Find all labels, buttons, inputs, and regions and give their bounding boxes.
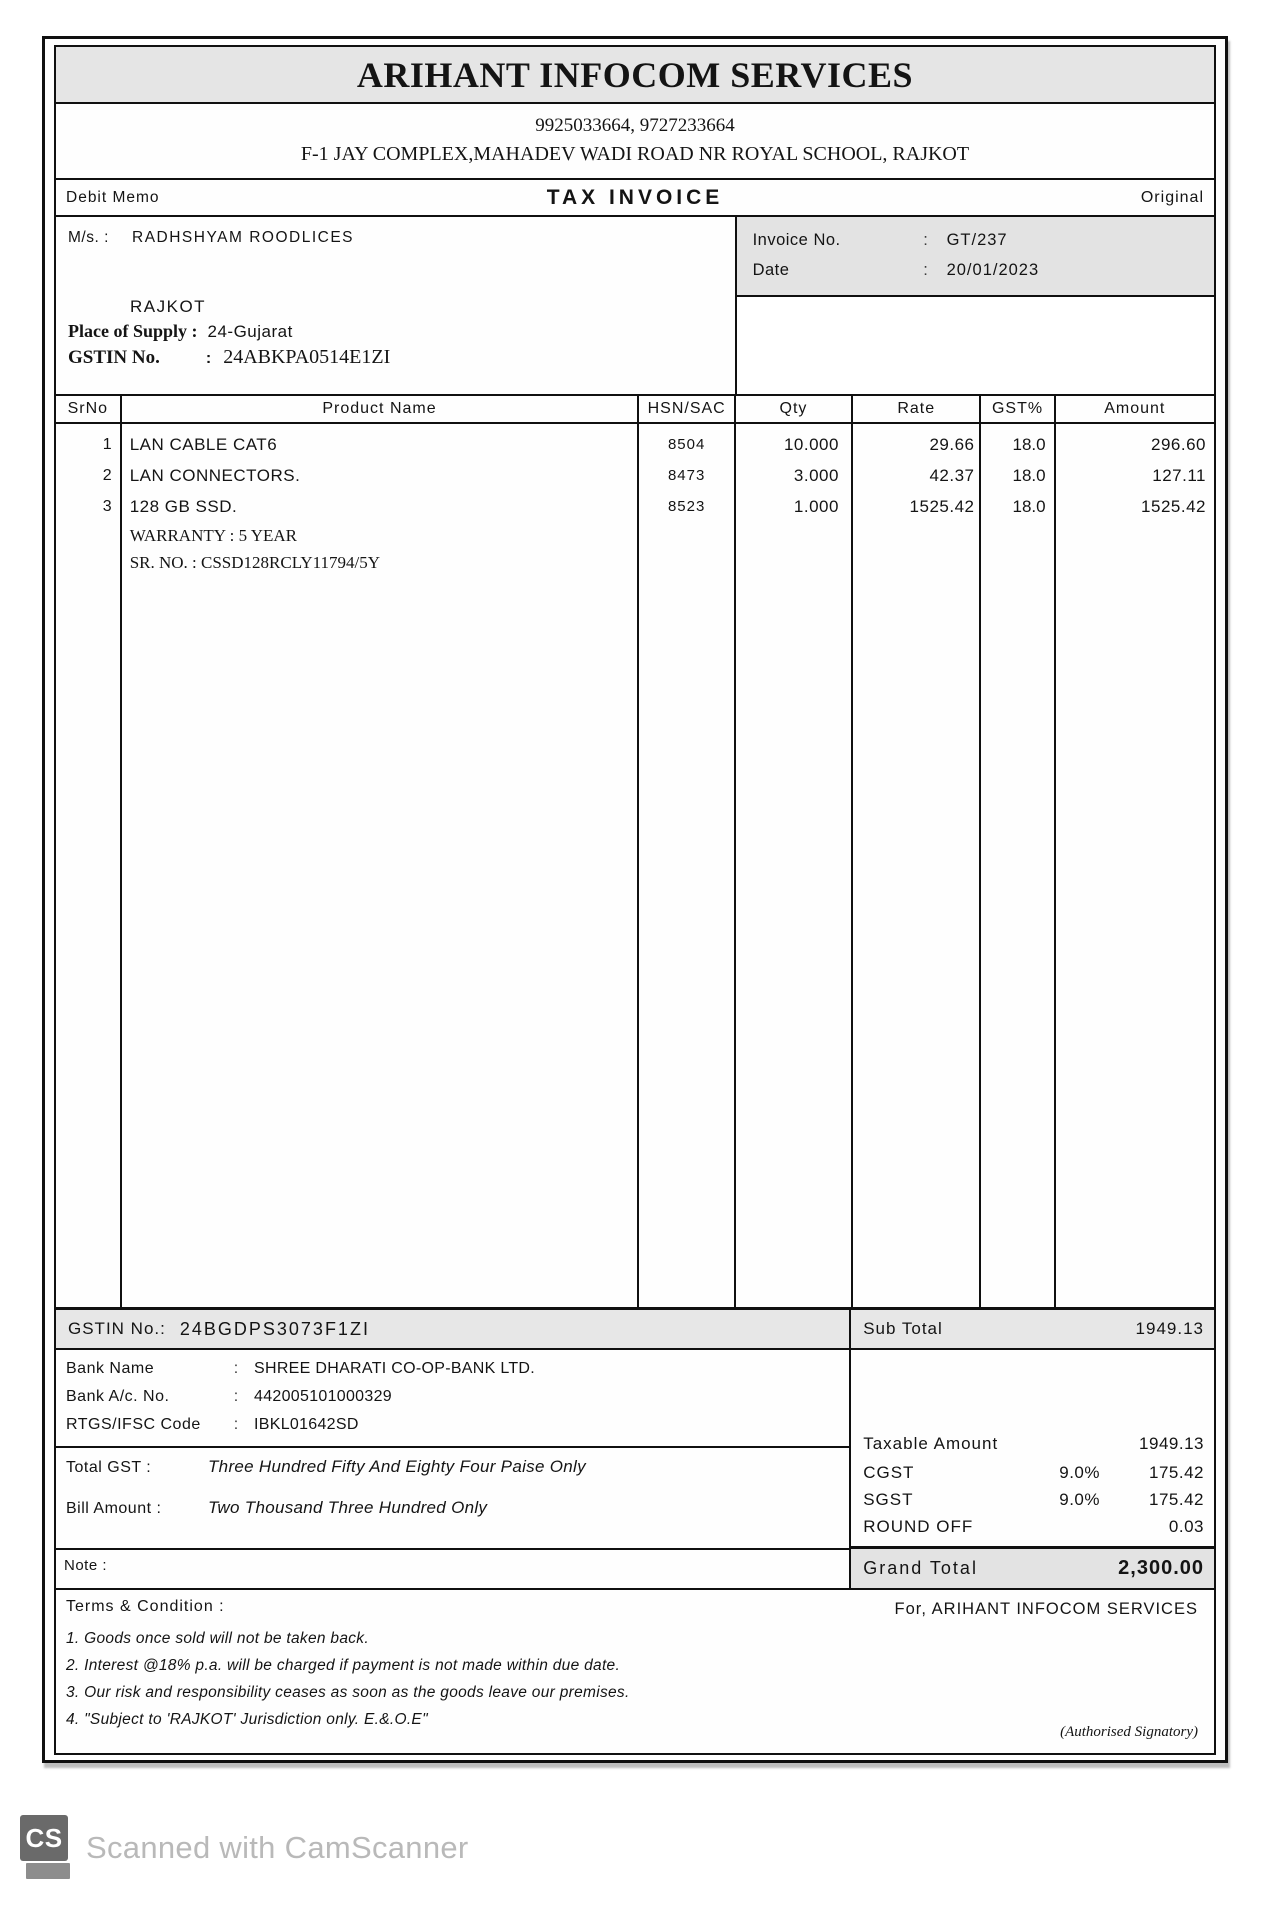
company-header (56, 47, 1214, 104)
invoice-sheet (42, 36, 1228, 1763)
copy-type-label: Original (1140, 188, 1204, 206)
total-gst-words: Three Hundred Fifty And Eighty Four Paise Only (208, 1457, 586, 1476)
term-line-4: 4. "Subject to 'RAJKOT' Jurisdiction only. E.&.O.E" (66, 1711, 428, 1728)
taxable-amount-value: 1949.13 (1139, 1434, 1204, 1453)
col-header-srno: SrNo (56, 396, 120, 424)
item-2-name: 128 GB SSD. (129, 497, 238, 516)
sgst-row (863, 1486, 1204, 1513)
invoice-date-label: Date (752, 260, 790, 279)
column-gst (979, 396, 1053, 1307)
invoice-meta-blank (737, 297, 1214, 394)
bank-ifsc-label: RTGS/IFSC Code (66, 1416, 201, 1433)
column-amount (1054, 396, 1214, 1307)
col-header-product-name: Product Name (122, 396, 638, 424)
subtotal-cell (849, 1310, 1214, 1348)
column-hsn (637, 396, 734, 1307)
terms-section (56, 1588, 1214, 1753)
seller-gstin-label: GSTIN No.: (68, 1319, 166, 1338)
buyer-gstin-label: GSTIN No. (68, 347, 160, 368)
bill-amount-words: Two Thousand Three Hundred Only (208, 1498, 488, 1517)
memo-type-label: Debit Memo (66, 188, 160, 206)
bank-account-colon: : (233, 1388, 239, 1405)
column-srno (56, 396, 120, 1307)
col-header-qty: Qty (736, 396, 851, 424)
party-section (56, 217, 1214, 396)
col-header-hsn: HSN/SAC (639, 396, 734, 424)
item-1-gst: 18.0 (1012, 466, 1046, 485)
term-line-3: 3. Our risk and responsibility ceases as soon as the goods leave our premises. (66, 1684, 630, 1701)
item-0-amount: 296.60 (1151, 435, 1206, 454)
camscanner-logo-text: CS (25, 1822, 63, 1853)
item-2-warranty-note: WARRANTY : 5 YEAR (129, 526, 298, 545)
cgst-rate: 9.0% (1059, 1462, 1100, 1482)
item-1-qty: 3.000 (793, 466, 839, 485)
buyer-gstin-value: 24ABKPA0514E1ZI (223, 346, 391, 368)
sgst-value: 175.42 (1149, 1489, 1204, 1509)
seller-gstin-subtotal-row (56, 1307, 1214, 1348)
col-header-amount: Amount (1056, 396, 1214, 424)
item-1-hsn: 8473 (667, 467, 706, 484)
note-label: Note : (64, 1557, 108, 1574)
company-phones: 9925033664, 9727233664 (535, 115, 735, 136)
invoice-meta-panel (735, 217, 1214, 394)
cgst-label: CGST (863, 1462, 915, 1482)
sgst-label: SGST (863, 1489, 914, 1509)
place-of-supply-label: Place of Supply : (68, 321, 198, 341)
invoice-number-colon: : (923, 230, 928, 249)
bank-ifsc-colon: : (233, 1416, 239, 1433)
buyer-gstin-line (68, 346, 735, 369)
column-qty (734, 396, 851, 1307)
invoice-number-label: Invoice No. (752, 230, 841, 249)
invoice-date-row (753, 255, 1214, 285)
place-of-supply-line (68, 321, 735, 342)
invoice-number-row (753, 225, 1214, 255)
grand-total-row (851, 1546, 1214, 1588)
bank-ifsc-value: IBKL01642SD (254, 1416, 359, 1433)
item-0-name: LAN CABLE CAT6 (129, 435, 278, 454)
bill-amount-words-row (66, 1498, 849, 1518)
invoice-type-title: TAX INVOICE (546, 185, 724, 209)
item-2-hsn: 8523 (667, 498, 706, 515)
items-table (56, 396, 1214, 1307)
col-header-rate: Rate (853, 396, 980, 424)
memo-bar (56, 180, 1214, 217)
col-header-gst: GST% (981, 396, 1053, 424)
bank-name-colon: : (233, 1360, 239, 1377)
camscanner-footer (20, 1815, 1270, 1881)
cgst-row (863, 1459, 1204, 1486)
ms-label: M/s. : (68, 229, 109, 246)
item-0-rate: 29.66 (929, 435, 975, 454)
authorised-signatory-label: (Authorised Signatory) (1060, 1724, 1198, 1740)
item-0-hsn: 8504 (667, 436, 706, 453)
amount-in-words-box (56, 1448, 849, 1550)
total-gst-words-row (66, 1457, 849, 1477)
item-2-sr: 3 (102, 498, 112, 515)
invoice-number-value: GT/237 (946, 230, 1008, 249)
bank-account-label: Bank A/c. No. (66, 1388, 170, 1405)
item-2-rate: 1525.42 (909, 497, 975, 516)
item-1-amount: 127.11 (1152, 466, 1206, 485)
round-off-label: ROUND OFF (863, 1516, 974, 1536)
bank-name-row (66, 1355, 849, 1383)
buyer-details (56, 217, 735, 394)
seller-gstin-value: 24BGDPS3073F1ZI (179, 1318, 370, 1339)
signature-block (786, 1590, 1214, 1753)
round-off-value: 0.03 (1168, 1516, 1204, 1536)
term-line-1: 1. Goods once sold will not be taken back. (66, 1630, 369, 1647)
seller-gstin-line (56, 1310, 849, 1348)
invoice-meta-box (737, 217, 1214, 297)
item-2-serial-note: SR. NO. : CSSD128RCLY11794/5Y (129, 553, 381, 572)
item-2-amount: 1525.42 (1141, 497, 1206, 516)
invoice-body (54, 45, 1216, 1755)
item-2-qty: 1.000 (793, 497, 839, 516)
camscanner-watermark-text: Scanned with CamScanner (86, 1830, 469, 1865)
for-company-line: For, ARIHANT INFOCOM SERVICES (894, 1600, 1198, 1618)
subtotal-label: Sub Total (863, 1319, 943, 1338)
item-0-sr: 1 (102, 436, 112, 453)
item-2-gst: 18.0 (1012, 497, 1046, 516)
totals-section (56, 1348, 1214, 1588)
buyer-name: RADHSHYAM ROODLICES (132, 229, 354, 246)
taxable-amount-label: Taxable Amount (863, 1434, 999, 1453)
column-rate (851, 396, 980, 1307)
bank-and-words-panel (56, 1350, 849, 1588)
item-0-gst: 18.0 (1012, 435, 1046, 454)
total-gst-label: Total GST : (66, 1459, 152, 1476)
grand-total-label: Grand Total (863, 1558, 978, 1578)
terms-title: Terms & Condition : (66, 1598, 225, 1615)
company-contact (56, 104, 1214, 180)
invoice-date-value: 20/01/2023 (946, 260, 1040, 279)
tax-breakup-box (851, 1350, 1214, 1546)
grand-total-value: 2,300.00 (1118, 1557, 1204, 1579)
item-1-rate: 42.37 (929, 466, 975, 485)
item-1-sr: 2 (102, 467, 112, 484)
bank-account-value: 442005101000329 (254, 1388, 392, 1405)
item-1-name: LAN CONNECTORS. (129, 466, 301, 485)
column-product-name (120, 396, 638, 1307)
sgst-rate: 9.0% (1059, 1489, 1100, 1509)
place-of-supply-value: 24-Gujarat (207, 322, 293, 341)
term-line-2: 2. Interest @18% p.a. will be charged if payment is not made within due date. (66, 1657, 621, 1674)
bank-name-value: SHREE DHARATI CO-OP-BANK LTD. (254, 1360, 536, 1377)
invoice-date-colon: : (923, 260, 928, 279)
camscanner-logo-tab (26, 1863, 70, 1879)
company-name: ARIHANT INFOCOM SERVICES (356, 54, 914, 95)
round-off-row (863, 1513, 1204, 1540)
buyer-gstin-colon: : (205, 350, 212, 367)
buyer-name-line (68, 229, 735, 247)
item-0-qty: 10.000 (783, 435, 839, 454)
camscanner-logo-icon (20, 1815, 70, 1881)
subtotal-value: 1949.13 (1135, 1319, 1204, 1338)
bank-details-box (56, 1350, 849, 1448)
buyer-city: RAJKOT (130, 297, 207, 316)
cgst-value: 175.42 (1149, 1462, 1204, 1482)
bank-account-row (66, 1383, 849, 1411)
tax-summary-panel (849, 1350, 1214, 1588)
bank-name-label: Bank Name (66, 1360, 155, 1377)
bank-ifsc-row (66, 1411, 849, 1439)
bill-amount-label: Bill Amount : (66, 1500, 162, 1517)
taxable-amount-row (863, 1429, 1204, 1459)
terms-list (56, 1590, 786, 1753)
company-address: F-1 JAY COMPLEX,MAHADEV WADI ROAD NR ROYAL SCHOOL, RAJKOT (300, 143, 970, 165)
